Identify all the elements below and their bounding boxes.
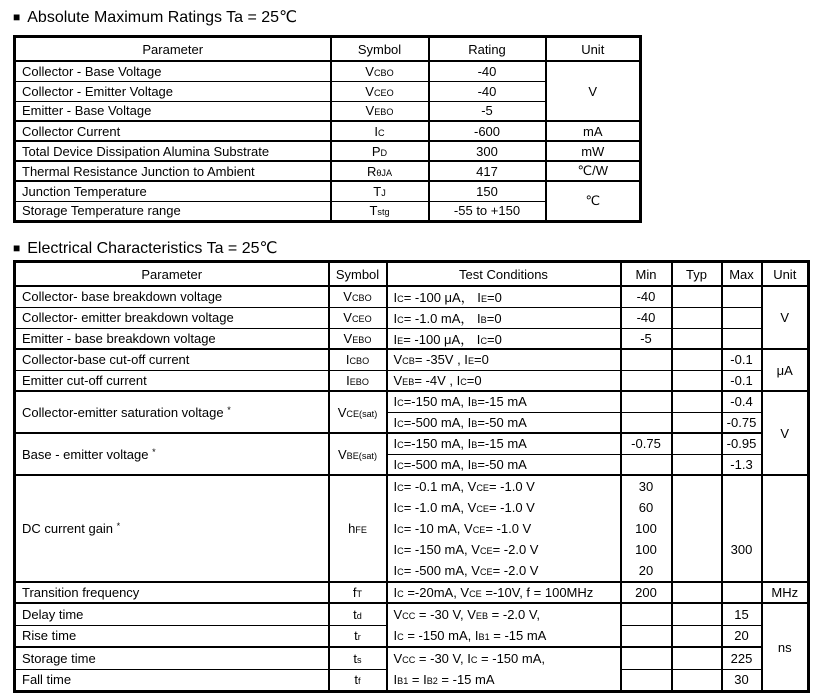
table-cell bbox=[621, 391, 672, 412]
header-row bbox=[15, 262, 809, 287]
table-cell bbox=[672, 603, 722, 625]
section-title-text: Absolute Maximum Ratings Ta = 25℃ bbox=[27, 9, 298, 26]
table-cell: IC=-150 mA, IB=-15 mA bbox=[387, 391, 621, 412]
column-header: Symbol bbox=[329, 262, 387, 287]
table-cell: tf bbox=[329, 669, 387, 691]
table-cell bbox=[672, 286, 722, 307]
table-cell: Collector-emitter saturation voltage * bbox=[15, 391, 329, 433]
table-cell: IC=-500 mA, IB=-50 mA bbox=[387, 454, 621, 475]
table-cell: -0.1 bbox=[722, 370, 762, 391]
table-cell: -5 bbox=[621, 328, 672, 349]
table-cell bbox=[672, 391, 722, 412]
table-cell bbox=[621, 412, 672, 433]
table-row bbox=[15, 61, 641, 81]
table-cell: 417 bbox=[429, 161, 546, 181]
table-cell: ℃/W bbox=[546, 161, 641, 181]
table-row bbox=[15, 370, 809, 391]
table-cell: Thermal Resistance Junction to Ambient bbox=[15, 161, 331, 181]
table-cell bbox=[621, 454, 672, 475]
table-cell: VCB= -35V , IE=0 bbox=[387, 349, 621, 370]
table-cell: Collector- base breakdown voltage bbox=[15, 286, 329, 307]
table-cell: VCEO bbox=[329, 307, 387, 328]
table-cell: hFE bbox=[329, 475, 387, 582]
table-cell: Collector- emitter breakdown voltage bbox=[15, 307, 329, 328]
section-title-text: Electrical Characteristics Ta = 25℃ bbox=[27, 240, 278, 257]
table-cell: Collector Current bbox=[15, 121, 331, 141]
table-row bbox=[15, 286, 809, 307]
table-row bbox=[15, 475, 809, 582]
table-cell: MHz bbox=[762, 582, 809, 603]
table-body bbox=[15, 61, 641, 221]
table-cell: IE= -100 μA， IC=0 bbox=[387, 328, 621, 349]
table-cell: VCBO bbox=[329, 286, 387, 307]
table-cell: Junction Temperature bbox=[15, 181, 331, 201]
table-cell: VEBO bbox=[329, 328, 387, 349]
section-title-electrical-characteristics bbox=[13, 238, 277, 258]
column-header: Unit bbox=[546, 37, 641, 62]
table-cell: -40 bbox=[429, 61, 546, 81]
table-cell: mA bbox=[546, 121, 641, 141]
table-cell: V bbox=[762, 391, 809, 475]
column-header: Min bbox=[621, 262, 672, 287]
table-cell: Collector-base cut-off current bbox=[15, 349, 329, 370]
table-cell: Tstg bbox=[331, 201, 429, 221]
table-cell: 30 bbox=[722, 669, 762, 691]
table-row bbox=[15, 433, 809, 454]
table-cell: -40 bbox=[621, 286, 672, 307]
table-cell: VCE(sat) bbox=[329, 391, 387, 433]
table-row bbox=[15, 141, 641, 161]
table-header bbox=[15, 37, 641, 62]
table-cell bbox=[621, 603, 672, 625]
column-header: Max bbox=[722, 262, 762, 287]
table-cell bbox=[672, 669, 722, 691]
table-cell bbox=[621, 370, 672, 391]
table-cell bbox=[621, 349, 672, 370]
table-cell: IC= -1.0 mA， IB=0 bbox=[387, 307, 621, 328]
column-header: Unit bbox=[762, 262, 809, 287]
electrical-characteristics-table bbox=[13, 260, 810, 693]
table-cell: Rise time bbox=[15, 625, 329, 647]
table-cell: -55 to +150 bbox=[429, 201, 546, 221]
header-row bbox=[15, 37, 641, 62]
table-cell: -0.1 bbox=[722, 349, 762, 370]
table-cell: fT bbox=[329, 582, 387, 603]
table-cell bbox=[621, 647, 672, 669]
table-row bbox=[15, 349, 809, 370]
table-cell: ℃ bbox=[546, 181, 641, 221]
table-cell: -0.75 bbox=[722, 412, 762, 433]
table-cell: PD bbox=[331, 141, 429, 161]
table-cell bbox=[672, 647, 722, 669]
table-cell bbox=[672, 370, 722, 391]
table-header bbox=[15, 262, 809, 287]
table-cell bbox=[672, 349, 722, 370]
table-cell: IC=-500 mA, IB=-50 mA bbox=[387, 412, 621, 433]
table-cell: tr bbox=[329, 625, 387, 647]
table-cell: 225 bbox=[722, 647, 762, 669]
table-cell: -5 bbox=[429, 101, 546, 121]
table-cell: Total Device Dissipation Alumina Substrate bbox=[15, 141, 331, 161]
table-row bbox=[15, 121, 641, 141]
table-cell: VCEO bbox=[331, 81, 429, 101]
table-cell: VEB= -4V , IC=0 bbox=[387, 370, 621, 391]
table-cell: μA bbox=[762, 349, 809, 391]
table-cell: Collector - Base Voltage bbox=[15, 61, 331, 81]
table-cell: Fall time bbox=[15, 669, 329, 691]
table-cell: IEBO bbox=[329, 370, 387, 391]
table-cell bbox=[672, 454, 722, 475]
table-cell bbox=[722, 582, 762, 603]
table-cell: -1.3 bbox=[722, 454, 762, 475]
column-header: Symbol bbox=[331, 37, 429, 62]
table-cell: -0.75 bbox=[621, 433, 672, 454]
bullet-square-icon: ■ bbox=[13, 10, 21, 24]
table-row bbox=[15, 603, 809, 625]
column-header: Typ bbox=[672, 262, 722, 287]
table-cell: IC=-150 mA, IB=-15 mA bbox=[387, 433, 621, 454]
table-cell: 300 bbox=[722, 475, 762, 582]
table-cell: mW bbox=[546, 141, 641, 161]
table-cell: VCBO bbox=[331, 61, 429, 81]
table-cell: 20 bbox=[722, 625, 762, 647]
table-body bbox=[15, 286, 809, 692]
table-cell: Storage Temperature range bbox=[15, 201, 331, 221]
table-row bbox=[15, 647, 809, 669]
table-cell bbox=[672, 307, 722, 328]
table-cell: td bbox=[329, 603, 387, 625]
table-cell bbox=[722, 307, 762, 328]
table-cell: Transition frequency bbox=[15, 582, 329, 603]
column-header: Test Conditions bbox=[387, 262, 621, 287]
table-row bbox=[15, 161, 641, 181]
table-cell: VEBO bbox=[331, 101, 429, 121]
table-cell bbox=[621, 669, 672, 691]
table-cell bbox=[672, 475, 722, 582]
table-cell: TJ bbox=[331, 181, 429, 201]
table-cell: 150 bbox=[429, 181, 546, 201]
table-cell: -600 bbox=[429, 121, 546, 141]
table-row bbox=[15, 307, 809, 328]
table-row bbox=[15, 582, 809, 603]
table-cell: IC =-20mA, VCE =-10V, f = 100MHz bbox=[387, 582, 621, 603]
table-cell: IC= -100 μA， IE=0 bbox=[387, 286, 621, 307]
table-cell bbox=[621, 625, 672, 647]
table-row bbox=[15, 391, 809, 412]
column-header: Parameter bbox=[15, 37, 331, 62]
table-cell bbox=[672, 433, 722, 454]
table-cell: IC= -0.1 mA, VCE= -1.0 V IC= -1.0 mA, VCE= -1.0 V IC= -10 mA, VCE= -1.0 V IC= -150 mA, VCE= -2.0 V IC= -500 mA, VCE= -2.0 V bbox=[387, 475, 621, 582]
table-cell: ts bbox=[329, 647, 387, 669]
table-cell: 200 bbox=[621, 582, 672, 603]
table-cell bbox=[672, 328, 722, 349]
bullet-square-icon: ■ bbox=[13, 241, 21, 255]
table-cell: ns bbox=[762, 603, 809, 692]
section-title-absolute-maximum-ratings bbox=[13, 7, 297, 27]
table-cell: V bbox=[546, 61, 641, 121]
table-cell: Delay time bbox=[15, 603, 329, 625]
table-cell: Storage time bbox=[15, 647, 329, 669]
table-cell: -0.95 bbox=[722, 433, 762, 454]
table-row bbox=[15, 181, 641, 201]
table-cell bbox=[722, 286, 762, 307]
table-cell: 30 60 100 100 20 bbox=[621, 475, 672, 582]
table-cell bbox=[762, 475, 809, 582]
table-cell: ICBO bbox=[329, 349, 387, 370]
table-cell: 15 bbox=[722, 603, 762, 625]
column-header: Parameter bbox=[15, 262, 329, 287]
table-cell: -40 bbox=[429, 81, 546, 101]
table-cell: Emitter - base breakdown voltage bbox=[15, 328, 329, 349]
table-cell: Emitter - Base Voltage bbox=[15, 101, 331, 121]
table-cell: VCC = -30 V, IC = -150 mA, IB1 = IB2 = -15 mA bbox=[387, 647, 621, 692]
table-cell: VCC = -30 V, VEB = -2.0 V, IC = -150 mA, IB1 = -15 mA bbox=[387, 603, 621, 647]
table-cell: -0.4 bbox=[722, 391, 762, 412]
table-cell: V bbox=[762, 286, 809, 349]
table-cell: -40 bbox=[621, 307, 672, 328]
table-cell bbox=[672, 625, 722, 647]
table-row bbox=[15, 328, 809, 349]
table-cell bbox=[722, 328, 762, 349]
table-cell bbox=[672, 582, 722, 603]
table-cell: 300 bbox=[429, 141, 546, 161]
table-cell: DC current gain * bbox=[15, 475, 329, 582]
column-header: Rating bbox=[429, 37, 546, 62]
table-cell bbox=[672, 412, 722, 433]
table-cell: Base - emitter voltage * bbox=[15, 433, 329, 475]
table-cell: VBE(sat) bbox=[329, 433, 387, 475]
table-cell: Collector - Emitter Voltage bbox=[15, 81, 331, 101]
table-cell: Emitter cut-off current bbox=[15, 370, 329, 391]
table-cell: IC bbox=[331, 121, 429, 141]
absolute-maximum-ratings-table bbox=[13, 35, 642, 223]
table-cell: RθJA bbox=[331, 161, 429, 181]
